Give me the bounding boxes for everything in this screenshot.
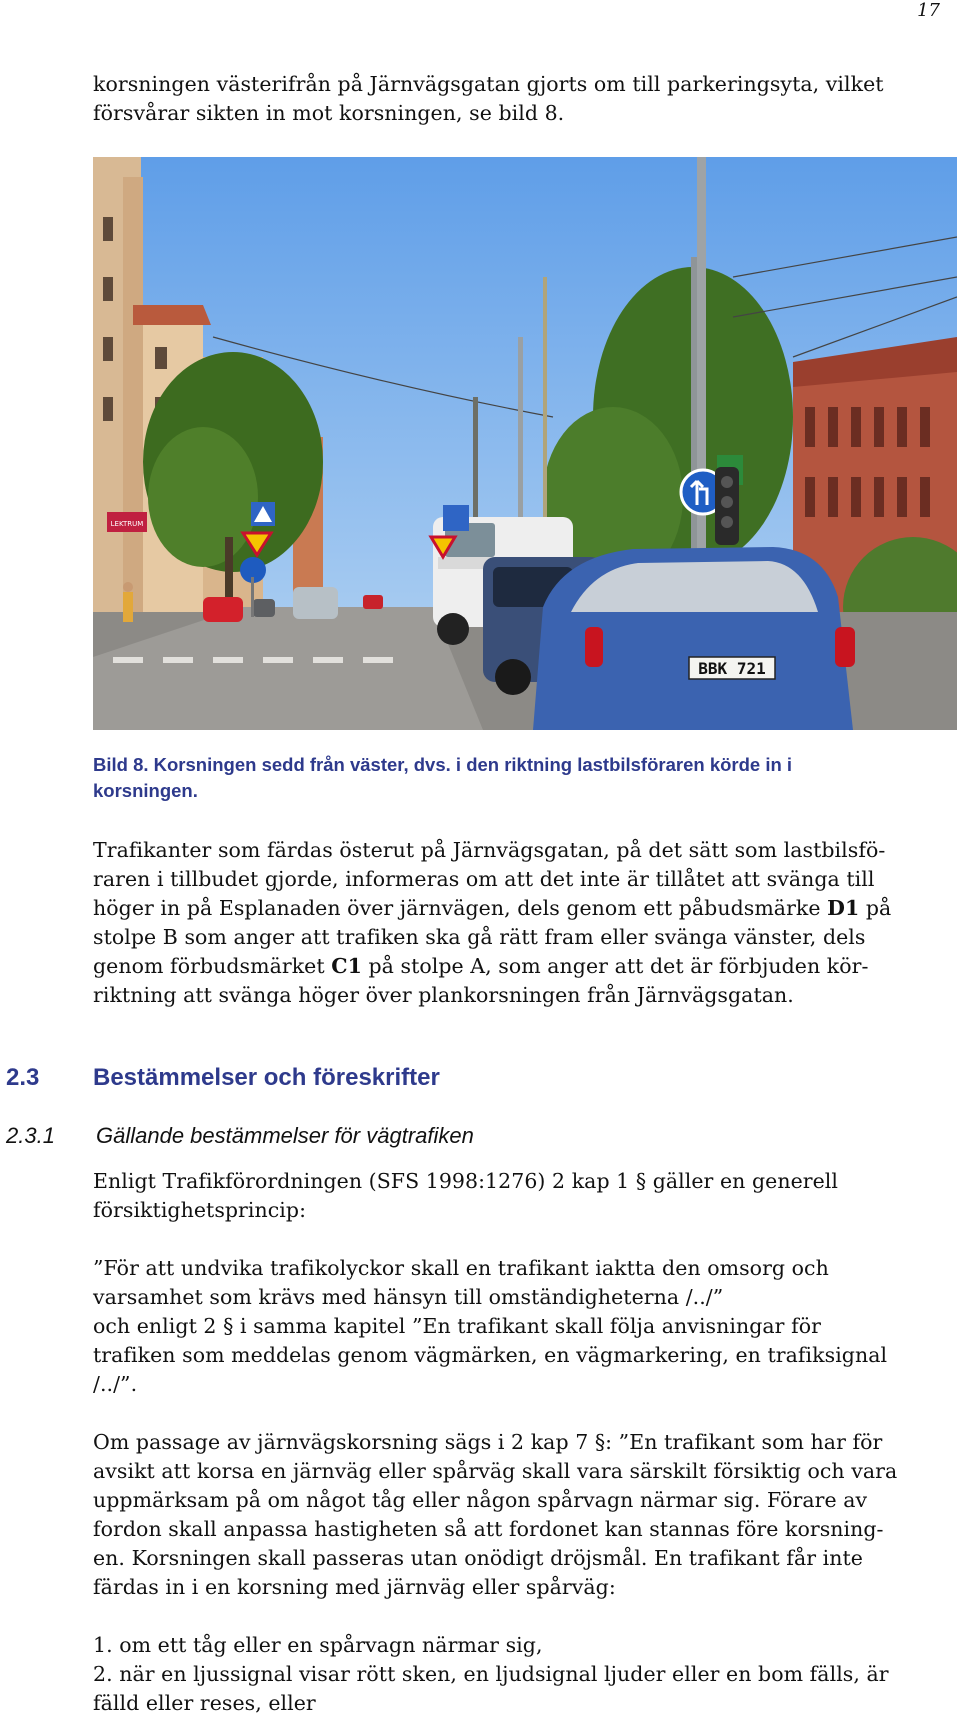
subsection-number: 2.3.1 [6,1123,55,1148]
text-line: färdas in i en korsning med järnväg eller spårväg: [93,1575,616,1599]
text-line: Trafikanter som färdas österut på Järnvägsgatan, på det sätt som lastbilsfö- [93,838,886,862]
text-span: genom förbudsmärket [93,954,332,978]
caption-line: Bild 8. Korsningen sedd från väster, dvs. i den riktning lastbilsföraren körde in i [93,754,793,775]
text-line: avsikt att korsa en järnväg eller spårväg skall vara särskilt försiktig och vara [93,1459,898,1483]
text-line: och enligt 2 § i samma kapitel ”En trafikant skall följa anvisningar för [93,1314,821,1338]
text-line: /../”. [93,1372,138,1396]
list-item: fälld eller reses, eller [93,1691,316,1715]
text-span: på [859,896,892,920]
sign-code-d1: D1 [827,896,860,920]
text-line: trafiken som meddelas genom vägmärken, en vägmarkering, en trafiksignal [93,1343,888,1367]
text-line: fordon skall anpassa hastigheten så att fordonet kan stannas före korsning- [93,1517,884,1541]
sign-code-c1: C1 [331,954,362,978]
paragraph-railway-crossing [93,1428,948,1602]
text-line: uppmärksam på om något tåg eller någon spårvagn närmar sig. Förare av [93,1488,868,1512]
figure-caption [93,752,953,804]
text-line: stolpe B som anger att trafiken ska gå rätt fram eller svänga vänster, dels [93,925,866,949]
license-plate-text: BBK 721 [698,659,766,678]
text-line: försvårar sikten in mot korsningen, se bild 8. [93,101,565,125]
page-number: 17 [917,0,940,21]
intro-paragraph [93,70,948,128]
text-span: höger in på Esplanaden över järnvägen, dels genom ett påbudsmärke [93,896,828,920]
text-line: en. Korsningen skall passeras utan onödigt dröjsmål. En trafikant får inte [93,1546,863,1570]
text-line [93,952,948,981]
paragraph-signs [93,836,948,1010]
text-line: raren i tillbudet gjorde, informeras om att det inte är tillåtet att svänga till [93,867,875,891]
list-item: 2. när en ljussignal visar rött sken, en ljudsignal ljuder eller en bom fälls, är [93,1662,889,1686]
street-photo [93,157,957,730]
paragraph-quote [93,1254,948,1399]
text-line: riktning att svänga höger över plankorsningen från Järnvägsgatan. [93,983,794,1007]
list-item: 1. om ett tåg eller en spårvagn närmar sig, [93,1633,543,1657]
text-line [93,894,948,923]
text-line: försiktighetsprincip: [93,1198,307,1222]
paragraph-regulation [93,1167,948,1225]
section-title: Bestämmelser och föreskrifter [93,1064,440,1091]
subsection-title: Gällande bestämmelser för vägtrafiken [96,1123,474,1148]
text-line: Om passage av järnvägskorsning sägs i 2 kap 7 §: ”En trafikant som har för [93,1430,883,1454]
section-number: 2.3 [6,1064,40,1091]
caption-line: korsningen. [93,780,198,801]
text-span: på stolpe A, som anger att det är förbjuden kör- [361,954,869,978]
text-line: varsamhet som krävs med hänsyn till omständigheterna /../” [93,1285,724,1309]
text-line: Enligt Trafikförordningen (SFS 1998:1276) 2 kap 1 § gäller en generell [93,1169,838,1193]
store-sign-text: LEKTRUM [110,520,144,528]
text-line: korsningen västerifrån på Järnvägsgatan gjorts om till parkeringsyta, vilket [93,72,884,96]
numbered-list [93,1631,948,1718]
text-line: ”För att undvika trafikolyckor skall en trafikant iaktta den omsorg och [93,1256,829,1280]
